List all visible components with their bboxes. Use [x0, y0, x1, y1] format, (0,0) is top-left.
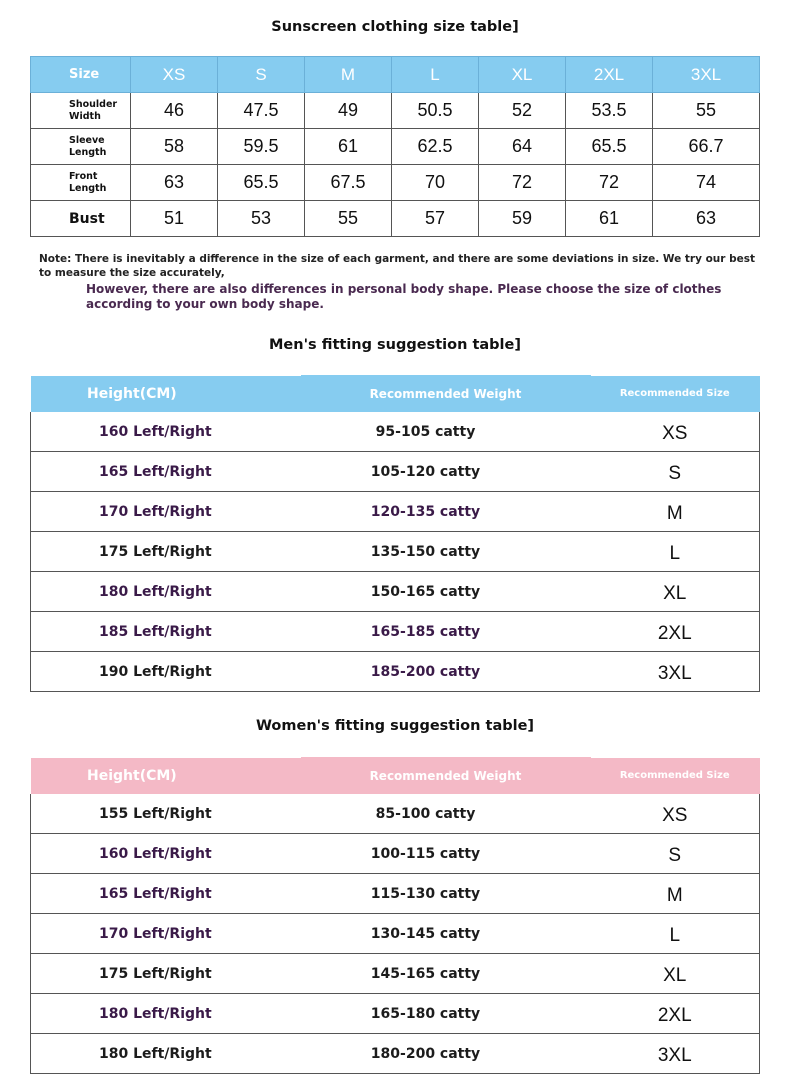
- size-cell: 70: [392, 165, 479, 201]
- height-cell: 165 Left/Right: [31, 452, 301, 492]
- men-table-header: [31, 376, 760, 412]
- size-cell: 51: [131, 201, 218, 237]
- size-cell: 55: [653, 93, 760, 129]
- size-cell: L: [591, 532, 760, 572]
- height-cell: 190 Left/Right: [31, 652, 301, 692]
- height-cell: 165 Left/Right: [31, 874, 301, 914]
- size-row-shoulder-width: [31, 93, 760, 129]
- table-row: [31, 612, 760, 652]
- header-size: Recommended Size: [591, 376, 760, 412]
- table-row: [31, 914, 760, 954]
- men-table-title: Men's fitting suggestion table]: [269, 337, 521, 353]
- size-cell: 2XL: [591, 994, 760, 1034]
- table-row: [31, 1034, 760, 1074]
- size-cell: M: [591, 874, 760, 914]
- weight-cell: 120-135 catty: [301, 492, 591, 532]
- size-cell: 74: [653, 165, 760, 201]
- size-note-body-shape: However, there are also differences in personal body shape. Please choose the size of clothes according to your own body shape.: [86, 282, 722, 311]
- size-header-l: L: [392, 57, 479, 93]
- size-cell: XL: [591, 954, 760, 994]
- header-height: Height(CM): [31, 376, 301, 412]
- row-label: Shoulder Width: [31, 93, 131, 129]
- row-label: Sleeve Length: [31, 129, 131, 165]
- table-row: [31, 652, 760, 692]
- size-row-sleeve-length: [31, 129, 760, 165]
- size-header-xs: XS: [131, 57, 218, 93]
- women-fitting-table: [30, 757, 760, 1074]
- weight-cell: 150-165 catty: [301, 572, 591, 612]
- row-label: Front Length: [31, 165, 131, 201]
- height-cell: 180 Left/Right: [31, 994, 301, 1034]
- size-header-m: M: [305, 57, 392, 93]
- size-header-s: S: [218, 57, 305, 93]
- size-cell: XS: [591, 412, 760, 452]
- height-cell: 185 Left/Right: [31, 612, 301, 652]
- height-cell: 170 Left/Right: [31, 914, 301, 954]
- size-cell: 63: [653, 201, 760, 237]
- table-row: [31, 874, 760, 914]
- size-cell: S: [591, 834, 760, 874]
- size-cell: XS: [591, 794, 760, 834]
- size-cell: 61: [305, 129, 392, 165]
- size-cell: 3XL: [591, 652, 760, 692]
- size-cell: 59.5: [218, 129, 305, 165]
- weight-cell: 165-185 catty: [301, 612, 591, 652]
- height-cell: 175 Left/Right: [31, 532, 301, 572]
- header-height: Height(CM): [31, 758, 301, 794]
- weight-cell: 165-180 catty: [301, 994, 591, 1034]
- height-cell: 175 Left/Right: [31, 954, 301, 994]
- size-cell: 64: [479, 129, 566, 165]
- height-cell: 180 Left/Right: [31, 1034, 301, 1074]
- size-cell: 66.7: [653, 129, 760, 165]
- women-table-header: [31, 758, 760, 794]
- height-cell: 160 Left/Right: [31, 412, 301, 452]
- men-fitting-table: [30, 375, 760, 692]
- table-row: [31, 572, 760, 612]
- size-cell: 3XL: [591, 1034, 760, 1074]
- table-row: [31, 492, 760, 532]
- size-row-bust: [31, 201, 760, 237]
- weight-cell: 85-100 catty: [301, 794, 591, 834]
- weight-cell: 130-145 catty: [301, 914, 591, 954]
- weight-cell: 100-115 catty: [301, 834, 591, 874]
- height-cell: 155 Left/Right: [31, 794, 301, 834]
- size-header-label: Size: [31, 57, 131, 93]
- height-cell: 160 Left/Right: [31, 834, 301, 874]
- size-table: [30, 56, 760, 237]
- size-cell: 61: [566, 201, 653, 237]
- header-weight: Recommended Weight: [301, 758, 591, 794]
- table-row: [31, 452, 760, 492]
- size-cell: 49: [305, 93, 392, 129]
- women-table-title: Women's fitting suggestion table]: [255, 718, 535, 734]
- size-cell: 67.5: [305, 165, 392, 201]
- table-row: [31, 994, 760, 1034]
- size-cell: XL: [591, 572, 760, 612]
- size-cell: 53: [218, 201, 305, 237]
- size-cell: 50.5: [392, 93, 479, 129]
- size-cell: 2XL: [591, 612, 760, 652]
- size-cell: 72: [566, 165, 653, 201]
- size-cell: 53.5: [566, 93, 653, 129]
- size-cell: 47.5: [218, 93, 305, 129]
- size-cell: 59: [479, 201, 566, 237]
- size-header-2xl: 2XL: [566, 57, 653, 93]
- size-header-3xl: 3XL: [653, 57, 760, 93]
- size-cell: S: [591, 452, 760, 492]
- weight-cell: 145-165 catty: [301, 954, 591, 994]
- table-row: [31, 834, 760, 874]
- size-cell: 52: [479, 93, 566, 129]
- weight-cell: 180-200 catty: [301, 1034, 591, 1074]
- weight-cell: 115-130 catty: [301, 874, 591, 914]
- header-weight: Recommended Weight: [301, 376, 591, 412]
- size-cell: 65.5: [218, 165, 305, 201]
- size-cell: M: [591, 492, 760, 532]
- table-row: [31, 794, 760, 834]
- size-cell: L: [591, 914, 760, 954]
- size-cell: 58: [131, 129, 218, 165]
- size-cell: 72: [479, 165, 566, 201]
- table-row: [31, 954, 760, 994]
- row-label: Bust: [31, 201, 131, 237]
- weight-cell: 95-105 catty: [301, 412, 591, 452]
- size-table-title: Sunscreen clothing size table]: [271, 19, 519, 35]
- size-cell: 46: [131, 93, 218, 129]
- height-cell: 170 Left/Right: [31, 492, 301, 532]
- size-note: Note: There is inevitably a difference in the size of each garment, and there are some deviations in size. We try our best to measure the size accurately,: [39, 253, 756, 279]
- height-cell: 180 Left/Right: [31, 572, 301, 612]
- header-size: Recommended Size: [591, 758, 760, 794]
- size-cell: 62.5: [392, 129, 479, 165]
- weight-cell: 105-120 catty: [301, 452, 591, 492]
- size-cell: 63: [131, 165, 218, 201]
- table-row: [31, 412, 760, 452]
- weight-cell: 185-200 catty: [301, 652, 591, 692]
- size-row-front-length: [31, 165, 760, 201]
- size-cell: 65.5: [566, 129, 653, 165]
- weight-cell: 135-150 catty: [301, 532, 591, 572]
- table-row: [31, 532, 760, 572]
- size-cell: 57: [392, 201, 479, 237]
- size-table-header: [31, 57, 760, 93]
- size-header-xl: XL: [479, 57, 566, 93]
- size-cell: 55: [305, 201, 392, 237]
